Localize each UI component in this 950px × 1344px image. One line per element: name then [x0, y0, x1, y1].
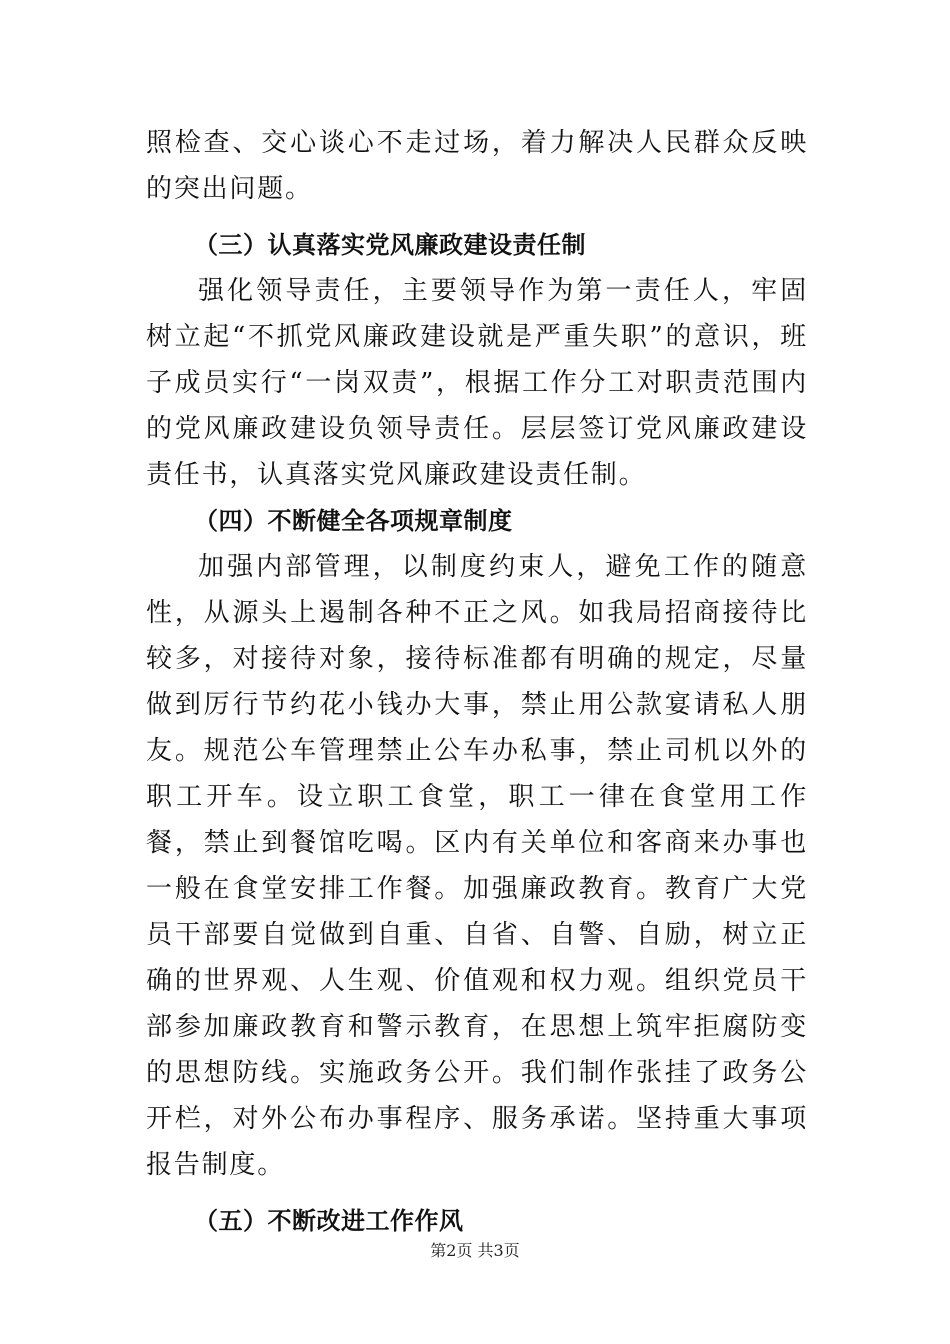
section-heading-5: （五）不断改进工作作风 — [194, 1207, 464, 1235]
paragraph-responsibility: 强化领导责任，主要领导作为第一责任人，牢固树立起“不抓党风廉政建设就是严重失职”的意识，班子成员实行“一岗双责”，根据工作分工对职责范围内的党风廉政建设负领导责任。层层签订党风廉政建设责任书，认真落实党风廉政建设责任制。 — [146, 276, 808, 490]
paragraph-continued: 照检查、交心谈心不走过场，着力解决人民群众反映的突出问题。 — [146, 128, 808, 204]
paragraph-regulations: 加强内部管理，以制度约束人，避免工作的随意性，从源头上遏制各种不正之风。如我局招商接待比较多，对接待对象，接待标准都有明确的规定，尽量做到厉行节约花小钱办大事，禁止用公款宴请私人朋友。规范公车管理禁止公车办私事，禁止司机以外的职工开车。设立职工食堂，职工一律在食堂用工作餐，禁止到餐馆吃喝。区内有关单位和客商来办事也一般在食堂安排工作餐。加强廉政教育。教育广大党员干部要自觉做到自重、自省、自警、自励，树立正确的世界观、人生观、价值观和权力观。组织党员干部参加廉政教育和警示教育，在思想上筑牢拒腐防变的思想防线。实施政务公开。我们制作张挂了政务公开栏，对外公布办事程序、服务承诺。坚持重大事项报告制度。 — [146, 552, 808, 1180]
section-heading-4: （四）不断健全各项规章制度 — [194, 507, 513, 535]
document-body — [146, 120, 808, 1244]
section-heading-3: （三）认真落实党风廉政建设责任制 — [194, 231, 586, 259]
page-number-footer: 第2页 共3页 — [430, 1241, 520, 1260]
